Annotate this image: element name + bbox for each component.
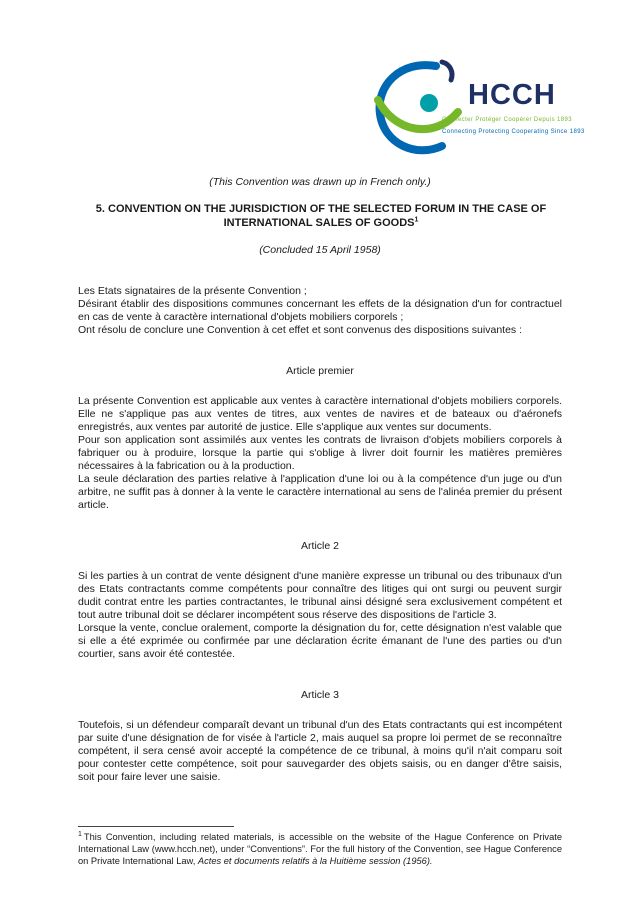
hcch-logo (372, 56, 585, 165)
article-paragraph: Pour son application sont assimilés aux ventes les contrats de livraison d'objets mobiliers corporels à fabriquer ou à produire, lorsque la partie qui s'oblige à livrer doit fournir les matières premières nécessaires à la fabrication ou à la production. (78, 434, 562, 472)
language-note: (This Convention was drawn up in French only.) (209, 176, 431, 188)
title-footnote-reference: 1 (414, 215, 419, 223)
concluded-date: (Concluded 15 April 1958) (259, 244, 381, 256)
hcch-globe-swoosh-icon (372, 56, 464, 165)
article-paragraph: Si les parties à un contrat de vente désignent d'une manière expresse un tribunal ou des tribunaux d'un des Etats contractants comme compétents pour connaître des litiges qui ont surgi ou peuvent surgir dudit contrat entre les parties contractantes, le tribunal ainsi désigné sera exclusivement compétent et tout autre tribunal doit se déclarer incompétent sous réserve des dispositions de l'article 3. (78, 570, 562, 621)
article-paragraph: Toutefois, si un défendeur comparaît devant un tribunal d'un des Etats contractants qui est incompétent par suite d'une désignation de for visée à l'article 2, mais auquel sa propre loi permet de se reconnaître compétent, il sera censé avoir accepté la compétence de ce tribunal, à moins qu'il n'ait comparu soit pour contester cette compétence, soit pour sauvegarder des objets saisis, ou en danger d'être saisis, soit pour faire lever une saisie. (78, 719, 562, 783)
hcch-logo-text-block (442, 79, 585, 136)
footnote-citation: Actes et documents relatifs à la Huitième session (1956). (197, 855, 433, 866)
article-heading: Article 3 (301, 689, 339, 701)
preamble-line: Désirant établir des dispositions communes concernant les effets de la désignation d'un for contractuel en cas de vente à caractère international d'objets mobiliers corporels ; (78, 298, 562, 323)
footnote (78, 832, 562, 867)
article-heading: Article premier (286, 365, 354, 377)
document-title (78, 203, 564, 230)
article-3 (78, 689, 562, 784)
document-title-text: 5. CONVENTION ON THE JURISDICTION OF THE SELECTED FORUM IN THE CASE OF INTERNATIONAL SALES OF GOODS (95, 203, 547, 229)
article-paragraph: Lorsque la vente, conclue oralement, comporte la désignation du for, cette désignation n'est valable que si elle a été exprimée ou confirmée par une déclaration écrite émanant de l'une des parties ou d'un courtier, sans avoir été contestée. (78, 622, 562, 660)
article-2 (78, 540, 562, 661)
preamble (78, 285, 562, 337)
preamble-line: Ont résolu de conclure une Convention à cet effet et sont convenus des dispositions suivantes : (78, 324, 522, 336)
article-1 (78, 365, 562, 512)
hcch-tagline-english: Connecting Protecting Cooperating Since 1893 (442, 129, 585, 135)
hcch-tagline-french: Connecter Protéger Coopérer Depuis 1893 (442, 117, 573, 123)
article-paragraph: La seule déclaration des parties relative à l'application d'une loi ou à la compétence d'un juge ou d'un arbitre, ne suffit pas à donner à la vente le caractère international au sens de l'alinéa premier du présent article. (78, 473, 562, 511)
footnote-marker: 1 (78, 830, 82, 838)
footnote-separator (78, 826, 234, 827)
footnote-block (78, 826, 562, 867)
article-heading: Article 2 (301, 540, 339, 552)
hcch-logo-text: HCCH (468, 79, 556, 111)
footnote-text: This Convention, including related materials, is accessible on the website of the Hague Conference on Private International Law (www.hcch.net), under “Conventions”. For the full history of the Convention, see Hague Conference on Private International Law, (78, 832, 562, 866)
preamble-line: Les Etats signataires de la présente Convention ; (78, 285, 307, 297)
article-paragraph: La présente Convention est applicable aux ventes à caractère international d'objets mobiliers corporels. Elle ne s'applique pas aux ventes de titres, aux ventes de navires et de bateaux ou d'aéronefs enregistrés, aux ventes par autorité de justice. Elle s'applique aux ventes sur documents. (78, 395, 562, 433)
